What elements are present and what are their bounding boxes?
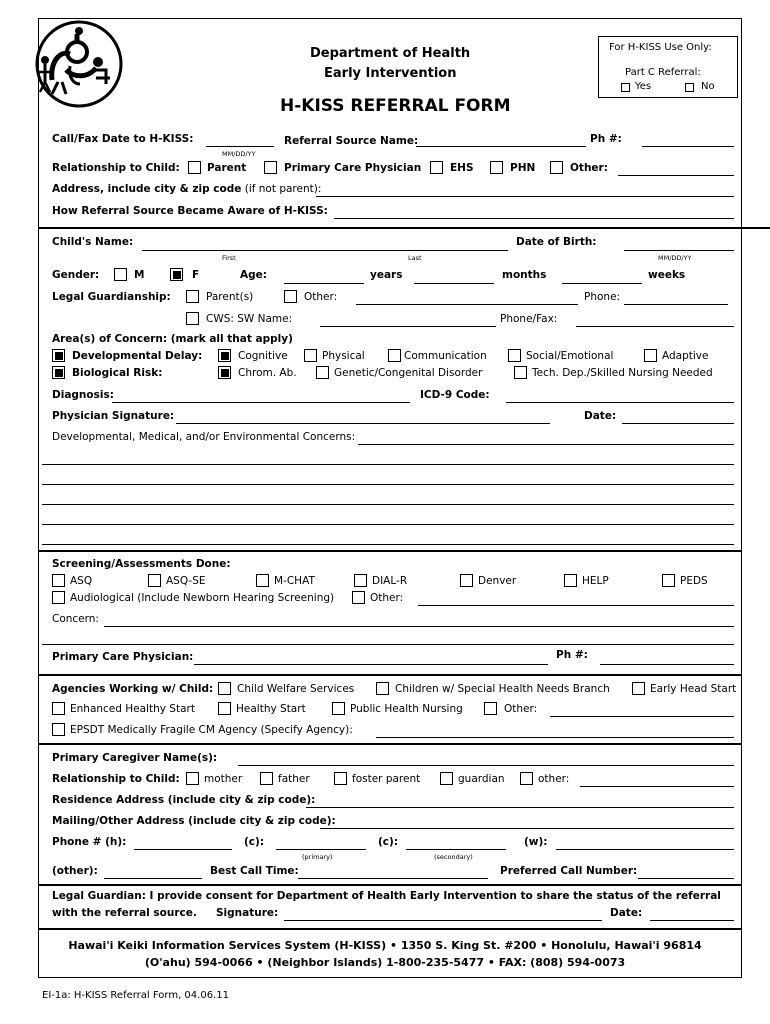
consent-date-field[interactable] [650, 920, 734, 921]
ref-phone-label: Ph #: [590, 133, 622, 145]
peds-label: PEDS [680, 575, 708, 587]
age-weeks-field[interactable] [562, 283, 642, 284]
agencies-title: Agencies Working w/ Child: [52, 683, 214, 695]
cws-phonefax-field[interactable] [576, 326, 734, 327]
pcp-label: Primary Care Physician: [52, 651, 194, 663]
mchat-checkbox[interactable] [256, 574, 269, 587]
weeks-label: weeks [648, 269, 686, 281]
call-date-label: Call/Fax Date to H-KISS: [52, 133, 194, 145]
physical-label: Physical [322, 350, 365, 362]
screening-concern-field[interactable] [104, 626, 734, 627]
section-divider [38, 550, 742, 552]
guardian-phone-field[interactable] [624, 304, 728, 305]
call-date-field[interactable] [206, 146, 274, 147]
physician-date-label: Date: [584, 410, 617, 422]
mchat-label: M-CHAT [274, 575, 315, 587]
pcp-field[interactable] [194, 664, 548, 665]
relationship-phn-checkbox[interactable] [490, 161, 503, 174]
years-label: years [370, 269, 403, 281]
address-field[interactable] [316, 196, 734, 197]
biological-risk-label: Biological Risk: [72, 367, 163, 379]
phone-home-label: Phone # (h): [52, 836, 127, 848]
caregiver-name-field[interactable] [238, 765, 734, 766]
developmental-delay-checkbox[interactable] [52, 349, 65, 362]
asq-se-label: ASQ-SE [166, 575, 206, 587]
form-title: H-KISS REFERRAL FORM [280, 96, 511, 116]
relationship-parent-checkbox[interactable] [188, 161, 201, 174]
age-label: Age: [240, 269, 267, 281]
best-call-time-label: Best Call Time: [210, 865, 299, 877]
epsdt-checkbox[interactable] [52, 723, 65, 736]
child-name-field[interactable] [142, 250, 508, 251]
dev-concerns-line[interactable] [42, 464, 734, 465]
screening-title: Screening/Assessments Done: [52, 558, 231, 570]
residence-label: Residence Address (include city & zip code): [52, 794, 316, 806]
part-c-no-label: No [701, 81, 715, 92]
dob-field[interactable] [624, 250, 734, 251]
consent-text: Legal Guardian: I provide consent for Department of Health Early Intervention to share the status of the referral [52, 890, 721, 902]
enhanced-healthy-start-label: Enhanced Healthy Start [70, 703, 195, 715]
phone-other-field[interactable] [104, 878, 202, 879]
guardianship-label: Legal Guardianship: [52, 291, 171, 303]
enhanced-healthy-start-checkbox[interactable] [52, 702, 65, 715]
referral-source-field[interactable] [416, 146, 586, 147]
dev-concerns-line[interactable] [42, 504, 734, 505]
relationship-label: Relationship to Child: [52, 162, 180, 174]
gender-f-checkbox[interactable] [170, 268, 183, 281]
referral-source-label: Referral Source Name: [284, 135, 419, 147]
consent-signature-field[interactable] [284, 920, 602, 921]
months-label: months [502, 269, 547, 281]
department-title: Department of Health [310, 46, 471, 61]
dialr-checkbox[interactable] [354, 574, 367, 587]
phone-other-label: (other): [52, 865, 98, 877]
guardian-phone-label: Phone: [584, 291, 621, 303]
social-emotional-label: Social/Emotional [526, 350, 614, 362]
cws-name-field[interactable] [320, 326, 496, 327]
ref-phone-field[interactable] [642, 146, 734, 147]
dialr-label: DIAL-R [372, 575, 408, 587]
mailing-field[interactable] [320, 828, 734, 829]
relationship-pcp-checkbox[interactable] [264, 161, 277, 174]
genetic-checkbox[interactable] [316, 366, 329, 379]
aware-label: How Referral Source Became Aware of H-KISS: [52, 205, 328, 217]
healthy-start-checkbox[interactable] [218, 702, 231, 715]
guardianship-other-label: Other: [304, 291, 338, 303]
denver-label: Denver [478, 575, 517, 587]
phn-agency-label: Public Health Nursing [350, 703, 463, 715]
screening-other-label: Other: [370, 592, 404, 604]
caregiver-other-checkbox[interactable] [520, 772, 533, 785]
pcp-phone-label: Ph #: [556, 649, 588, 661]
guardian-label: guardian [458, 773, 505, 785]
foster-parent-label: foster parent [352, 773, 421, 785]
adaptive-checkbox[interactable] [644, 349, 657, 362]
dob-label: Date of Birth: [516, 236, 597, 248]
best-call-time-field[interactable] [298, 878, 488, 879]
phone-home-field[interactable] [134, 849, 232, 850]
primary-caption: (primary) [302, 853, 333, 861]
first-name-caption: First [222, 254, 236, 262]
guardianship-parents-label: Parent(s) [206, 291, 254, 303]
cws-label: CWS: SW Name: [206, 313, 293, 325]
social-emotional-checkbox[interactable] [508, 349, 521, 362]
phone-cell-secondary-field[interactable] [406, 849, 506, 850]
father-checkbox[interactable] [260, 772, 273, 785]
cshn-label: Children w/ Special Health Needs Branch [395, 683, 610, 695]
screening-concern-label: Concern: [52, 613, 99, 625]
caregiver-name-label: Primary Caregiver Name(s): [52, 752, 218, 764]
section-divider [38, 884, 742, 886]
icd9-label: ICD-9 Code: [420, 389, 490, 401]
relationship-ehs-label: EHS [450, 162, 474, 174]
cws-phonefax-label: Phone/Fax: [500, 313, 558, 325]
relationship-parent-label: Parent [207, 162, 247, 174]
address-label: Address, include city & zip code (if not parent): [52, 183, 322, 195]
screening-other-checkbox[interactable] [352, 591, 365, 604]
physical-checkbox[interactable] [304, 349, 317, 362]
hkiss-use-only-box [598, 36, 738, 98]
relationship-pcp-label: Primary Care Physician [284, 162, 422, 174]
part-c-yes-checkbox[interactable] [621, 83, 630, 92]
use-only-label: For H-KISS Use Only: [609, 42, 712, 53]
phone-cell-primary-field[interactable] [276, 849, 366, 850]
cws-checkbox[interactable] [186, 312, 199, 325]
dev-concerns-field[interactable] [358, 444, 734, 445]
phone-work-label: (w): [524, 836, 548, 848]
cshn-checkbox[interactable] [376, 682, 389, 695]
audiological-checkbox[interactable] [52, 591, 65, 604]
peds-checkbox[interactable] [662, 574, 675, 587]
cws-agency-label: Child Welfare Services [237, 683, 355, 695]
diagnosis-label: Diagnosis: [52, 389, 114, 401]
gender-m-label: M [134, 269, 145, 281]
cws-agency-checkbox[interactable] [218, 682, 231, 695]
communication-checkbox[interactable] [388, 349, 401, 362]
help-label: HELP [582, 575, 609, 587]
relationship-other-field[interactable] [618, 175, 734, 176]
age-months-field[interactable] [414, 283, 494, 284]
physician-signature-label: Physician Signature: [52, 410, 175, 422]
tech-dep-checkbox[interactable] [514, 366, 527, 379]
diagnosis-field[interactable] [112, 402, 410, 403]
dob-format: MM/DD/YY [658, 254, 692, 262]
gender-m-checkbox[interactable] [114, 268, 127, 281]
early-head-start-label: Early Head Start [650, 683, 737, 695]
footer-address: Hawai'i Keiki Information Services System (H-KISS) • 1350 S. King St. #200 • Honolulu, Hawai'i 96814 [68, 939, 702, 952]
screening-other-field[interactable] [418, 605, 734, 606]
form-id: EI-1a: H-KISS Referral Form, 04.06.11 [42, 990, 229, 1001]
chrom-ab-label: Chrom. Ab. [238, 367, 297, 379]
secondary-caption: (secondary) [434, 853, 473, 861]
epsdt-label: EPSDT Medically Fragile CM Agency (Specify Agency): [70, 724, 353, 736]
dev-concerns-line[interactable] [42, 484, 734, 485]
agency-other-label: Other: [504, 703, 538, 715]
part-c-no-checkbox[interactable] [685, 83, 694, 92]
father-label: father [278, 773, 310, 785]
guardianship-parents-checkbox[interactable] [186, 290, 199, 303]
mailing-label: Mailing/Other Address (include city & zip code): [52, 815, 336, 827]
last-name-caption: Last [408, 254, 422, 262]
preferred-call-field[interactable] [638, 878, 734, 879]
early-head-start-checkbox[interactable] [632, 682, 645, 695]
caregiver-other-field[interactable] [580, 786, 734, 787]
part-c-label: Part C Referral: [625, 67, 701, 78]
epsdt-field[interactable] [376, 737, 734, 738]
caregiver-relationship-label: Relationship to Child: [52, 773, 180, 785]
part-c-yes-label: Yes [635, 81, 652, 92]
dev-concerns-label: Developmental, Medical, and/or Environmental Concerns: [52, 431, 356, 443]
guardianship-other-checkbox[interactable] [284, 290, 297, 303]
agency-other-checkbox[interactable] [484, 702, 497, 715]
relationship-phn-label: PHN [510, 162, 536, 174]
help-checkbox[interactable] [564, 574, 577, 587]
audiological-label: Audiological (Include Newborn Hearing Screening) [70, 592, 335, 604]
caregiver-other-label: other: [538, 773, 570, 785]
phone-cell-secondary-label: (c): [378, 836, 399, 848]
guardian-checkbox[interactable] [440, 772, 453, 785]
consent-signature-label: Signature: [216, 907, 279, 919]
biological-risk-checkbox[interactable] [52, 366, 65, 379]
tech-dep-label: Tech. Dep./Skilled Nursing Needed [532, 367, 713, 379]
program-title: Early Intervention [324, 66, 457, 81]
call-date-format: MM/DD/YY [222, 150, 256, 158]
cognitive-label: Cognitive [238, 350, 288, 362]
adaptive-label: Adaptive [662, 350, 709, 362]
section-divider [38, 928, 742, 930]
footer-phone: (O'ahu) 594-0066 • (Neighbor Islands) 1-800-235-5477 • FAX: (808) 594-0073 [144, 956, 626, 969]
genetic-label: Genetic/Congenital Disorder [334, 367, 483, 379]
cognitive-checkbox[interactable] [218, 349, 231, 362]
guardianship-other-field[interactable] [356, 304, 578, 305]
relationship-ehs-checkbox[interactable] [430, 161, 443, 174]
developmental-delay-label: Developmental Delay: [72, 350, 203, 362]
dev-concerns-line[interactable] [42, 544, 734, 545]
gender-label: Gender: [52, 269, 100, 281]
physician-date-field[interactable] [622, 423, 734, 424]
relationship-other-checkbox[interactable] [550, 161, 563, 174]
aware-field[interactable] [334, 218, 734, 219]
mother-label: mother [204, 773, 243, 785]
consent-date-label: Date: [610, 907, 643, 919]
section-divider [38, 743, 742, 745]
preferred-call-label: Preferred Call Number: [500, 865, 638, 877]
residence-field[interactable] [306, 807, 734, 808]
gender-f-label: F [192, 269, 200, 281]
section-divider [38, 227, 770, 229]
areas-of-concern-label: Area(s) of Concern: (mark all that apply) [52, 333, 293, 345]
phone-cell-primary-label: (c): [244, 836, 265, 848]
relationship-other-label: Other: [570, 162, 608, 174]
icd9-field[interactable] [506, 402, 734, 403]
physician-signature-field[interactable] [176, 423, 550, 424]
consent-text-2: with the referral source. [52, 907, 197, 919]
dev-concerns-line[interactable] [42, 524, 734, 525]
screening-concern-line[interactable] [42, 644, 734, 645]
pcp-phone-field[interactable] [600, 664, 734, 665]
denver-checkbox[interactable] [460, 574, 473, 587]
chrom-ab-checkbox[interactable] [218, 366, 231, 379]
age-years-field[interactable] [284, 283, 364, 284]
phone-work-field[interactable] [556, 849, 734, 850]
healthy-start-label: Healthy Start [236, 703, 306, 715]
mother-checkbox[interactable] [186, 772, 199, 785]
phn-agency-checkbox[interactable] [332, 702, 345, 715]
asq-label: ASQ [70, 575, 93, 587]
asq-checkbox[interactable] [52, 574, 65, 587]
communication-label: Communication [404, 350, 487, 362]
foster-parent-checkbox[interactable] [334, 772, 347, 785]
asq-se-checkbox[interactable] [148, 574, 161, 587]
agency-other-field[interactable] [550, 716, 734, 717]
section-divider [38, 674, 742, 676]
child-name-label: Child's Name: [52, 236, 134, 248]
